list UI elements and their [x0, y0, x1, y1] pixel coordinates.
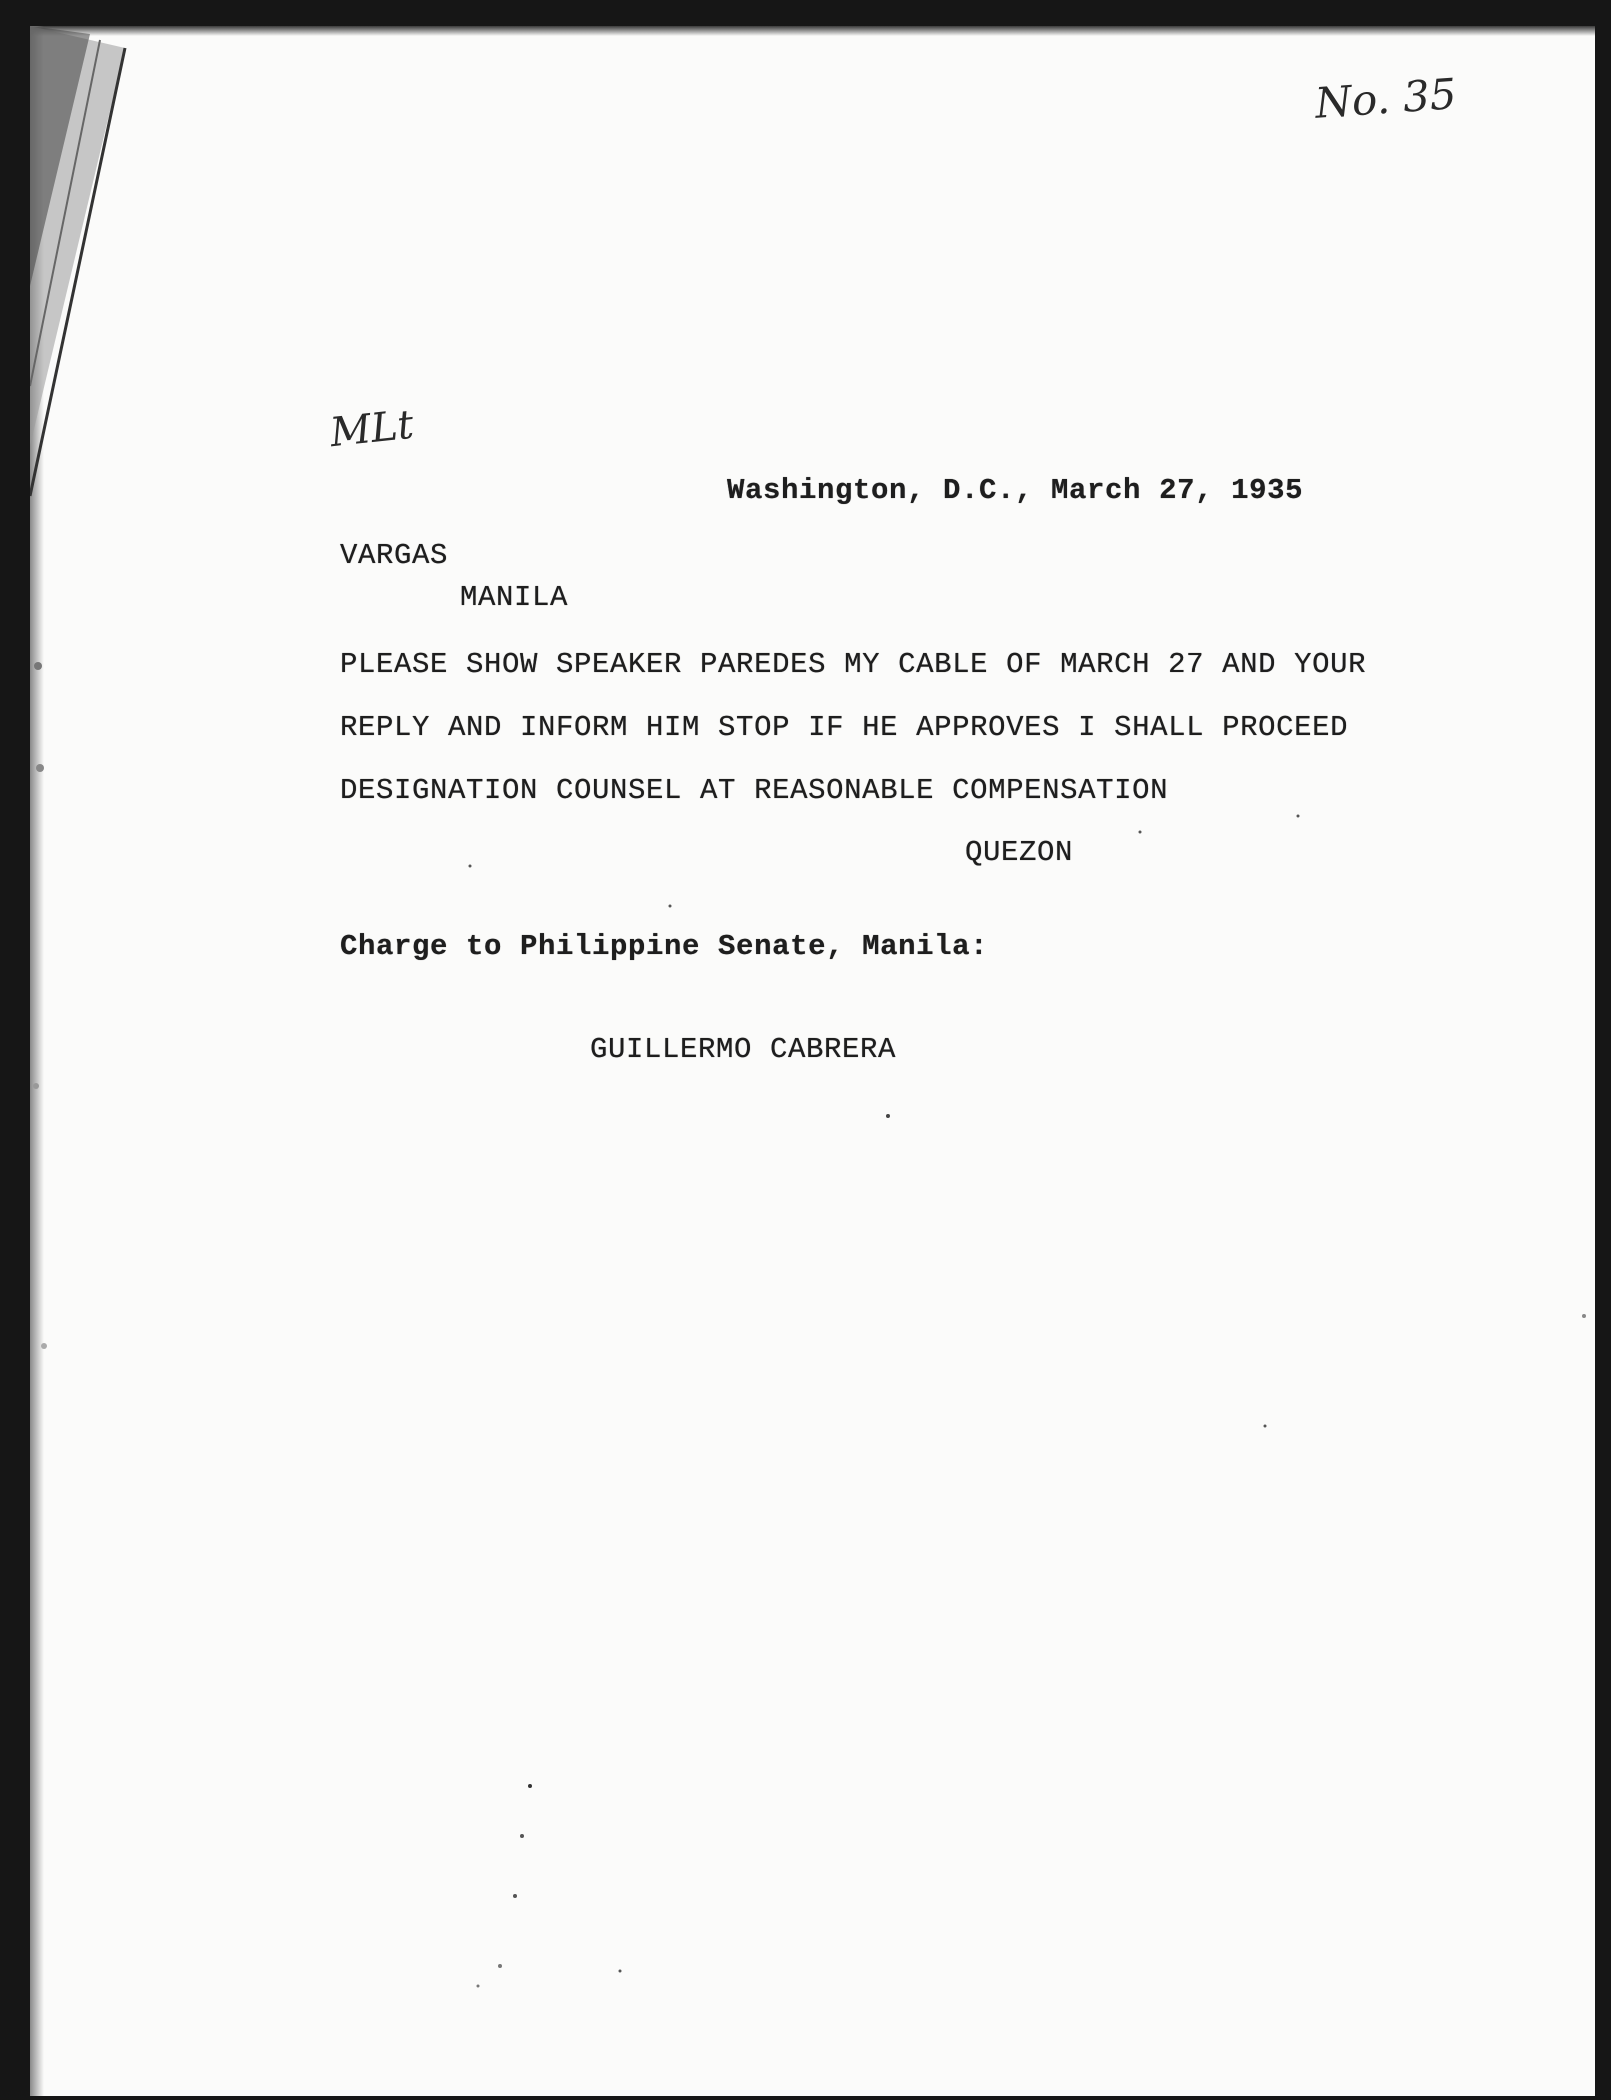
initials-annotation: MLt: [327, 401, 416, 457]
cable-body-line-1: PLEASE SHOW SPEAKER PAREDES MY CABLE OF MARCH 27 AND YOUR: [340, 648, 1367, 681]
signatory-name: GUILLERMO CABRERA: [590, 1033, 897, 1066]
addressee-name: VARGAS: [340, 539, 449, 572]
sender-name: QUEZON: [965, 836, 1074, 869]
place-date-line: Washington, D.C., March 27, 1935: [727, 474, 1304, 507]
paper-sheet: [30, 26, 1595, 2096]
charge-line: Charge to Philippine Senate, Manila:: [340, 930, 989, 963]
page-number-annotation: No. 35: [1313, 69, 1458, 128]
addressee-city: MANILA: [460, 581, 569, 614]
cable-body-line-2: REPLY AND INFORM HIM STOP IF HE APPROVES I SHALL PROCEED: [340, 711, 1349, 744]
cable-body-line-3: DESIGNATION COUNSEL AT REASONABLE COMPENSATION: [340, 774, 1169, 807]
